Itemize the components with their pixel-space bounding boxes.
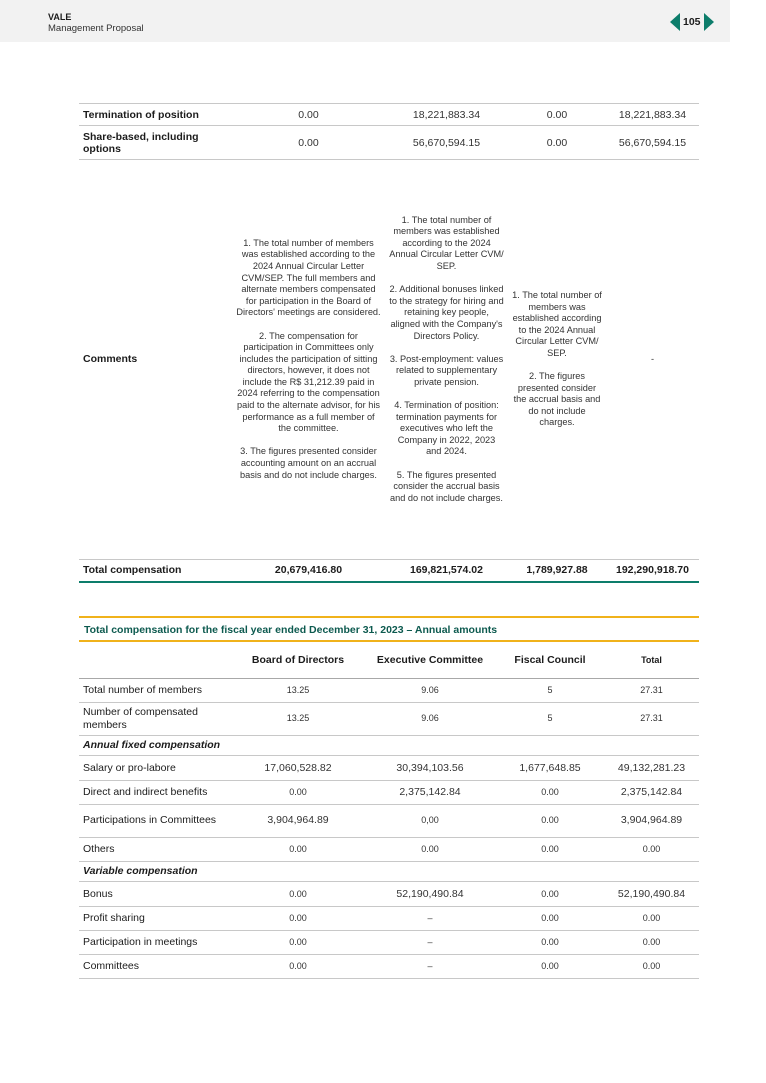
cell-executive: 30,394,103.56 [364, 755, 496, 780]
cell-total: 49,132,281.23 [604, 755, 699, 780]
table-row [79, 104, 699, 126]
table-row [79, 837, 699, 861]
cell-board: 0.00 [232, 837, 364, 861]
row-label: Total number of members [79, 678, 232, 702]
cell-fiscal: 0.00 [496, 954, 604, 978]
header-executive: Executive Committee [364, 643, 496, 678]
cell-fiscal: 0.00 [496, 837, 604, 861]
header-row [79, 643, 699, 678]
header-fiscal: Fiscal Council [496, 643, 604, 678]
cell-board: 0.00 [232, 906, 364, 930]
cell-executive: – [364, 930, 496, 954]
table-row [79, 954, 699, 978]
total-row [79, 560, 699, 582]
table-row [79, 678, 699, 702]
pager [670, 13, 714, 31]
cell-total: 3,904,964.89 [604, 804, 699, 837]
row-label: Participation in meetings [79, 930, 232, 954]
cell-executive: – [364, 954, 496, 978]
table-title: Total compensation for the fiscal year ended December 31, 2023 – Annual amounts [79, 616, 699, 642]
cell-total: 27.31 [604, 678, 699, 702]
cell-board: 0.00 [232, 954, 364, 978]
cell-executive: 2,375,142.84 [364, 780, 496, 804]
compensation-table-2024-continued [79, 103, 699, 583]
compensation-table-2023 [79, 643, 699, 979]
row-label: Participations in Committees [79, 804, 232, 837]
comments-row [79, 160, 699, 560]
row-label: Direct and indirect benefits [79, 780, 232, 804]
cell-executive: 0,00 [364, 804, 496, 837]
row-label: Bonus [79, 881, 232, 906]
header-empty [79, 643, 232, 678]
table-row [79, 755, 699, 780]
cell-total: 0.00 [604, 930, 699, 954]
cell-total: 56,670,594.15 [606, 126, 699, 160]
cell-board: 0.00 [232, 126, 385, 160]
cell-board: 0.00 [232, 104, 385, 126]
cell-board: 13.25 [232, 702, 364, 735]
cell-total: 27.31 [604, 702, 699, 735]
row-label: Number of compensated members [79, 702, 232, 735]
cell-board: 17,060,528.82 [232, 755, 364, 780]
header-board: Board of Directors [232, 643, 364, 678]
comment-board: 1. The total number of members was established according to the 2024 Annual Circular Letter CVM/SEP. The full members and alternate members compensated for participation in the Board of Directors' meetings are considered. 2. The compensation for participation in Committees only includes the participation of sitting directors, however, it does not include the R$ 31,212.39 paid in 2024 referring to the compensation paid to the alternate advisor, for his performance as a full member of the committee. 3. The figures presented consider accounting amount on an accrual basis and do not include charges. [232, 160, 385, 560]
cell-fiscal: 0.00 [496, 780, 604, 804]
row-label: Comments [79, 160, 232, 560]
cell-fiscal: 0.00 [496, 930, 604, 954]
table-row [79, 906, 699, 930]
cell-fiscal: 5 [496, 678, 604, 702]
table-row [79, 702, 699, 735]
cell-executive: 0.00 [364, 837, 496, 861]
row-label: Salary or pro-labore [79, 755, 232, 780]
cell-fiscal: 0.00 [496, 804, 604, 837]
table-row [79, 804, 699, 837]
table-row [79, 780, 699, 804]
table-row [79, 930, 699, 954]
cell-board: 0.00 [232, 930, 364, 954]
cell-executive: 56,670,594.15 [385, 126, 508, 160]
cell-board: 0.00 [232, 780, 364, 804]
section-label: Annual fixed compensation [79, 735, 699, 755]
cell-executive: 9.06 [364, 678, 496, 702]
cell-total: 192,290,918.70 [606, 560, 699, 582]
section-label: Variable compensation [79, 861, 699, 881]
cell-total: 0.00 [604, 837, 699, 861]
comment-executive: 1. The total number of members was established according to the 2024 Annual Circular Letter CVM/ SEP. 2. Additional bonuses linked to the strategy for hiring and retaining key people, aligned with the Company's Directors Policy. 3. Post-employment: values related to supplementary private pension. 4. Termination of position: termination payments for executives who left the Company in 2022, 2023 and 2024. 5. The figures presented consider the accrual basis and do not include charges. [385, 160, 508, 560]
header-total: Total [604, 643, 699, 678]
table-row [79, 126, 699, 160]
cell-total: 52,190,490.84 [604, 881, 699, 906]
comment-fiscal: 1. The total number of members was established according to the 2024 Annual Circular Letter CVM/ SEP. 2. The figures presented consider the accrual basis and do not include charges. [508, 160, 606, 560]
section-row [79, 735, 699, 755]
cell-total: 0.00 [604, 906, 699, 930]
page-header [0, 0, 730, 42]
cell-fiscal: 5 [496, 702, 604, 735]
cell-fiscal: 0.00 [496, 906, 604, 930]
cell-executive: – [364, 906, 496, 930]
brand-name: VALE [48, 12, 72, 22]
cell-total: 18,221,883.34 [606, 104, 699, 126]
cell-total: 2,375,142.84 [604, 780, 699, 804]
cell-fiscal: 0.00 [508, 126, 606, 160]
cell-executive: 18,221,883.34 [385, 104, 508, 126]
cell-executive: 52,190,490.84 [364, 881, 496, 906]
row-label: Others [79, 837, 232, 861]
next-page-icon[interactable] [704, 13, 714, 31]
section-row [79, 861, 699, 881]
comment-total: - [606, 160, 699, 560]
cell-fiscal: 1,677,648.85 [496, 755, 604, 780]
row-label: Committees [79, 954, 232, 978]
cell-fiscal: 0.00 [496, 881, 604, 906]
cell-executive: 169,821,574.02 [385, 560, 508, 582]
cell-fiscal: 0.00 [508, 104, 606, 126]
cell-board: 13.25 [232, 678, 364, 702]
cell-board: 3,904,964.89 [232, 804, 364, 837]
cell-board: 0.00 [232, 881, 364, 906]
row-label: Profit sharing [79, 906, 232, 930]
cell-fiscal: 1,789,927.88 [508, 560, 606, 582]
cell-total: 0.00 [604, 954, 699, 978]
row-label: Share-based, including options [79, 126, 232, 160]
row-label: Total compensation [79, 560, 232, 582]
cell-executive: 9.06 [364, 702, 496, 735]
table-row [79, 881, 699, 906]
page-number: 105 [683, 16, 701, 28]
row-label: Termination of position [79, 104, 232, 126]
previous-page-icon[interactable] [670, 13, 680, 31]
cell-board: 20,679,416.80 [232, 560, 385, 582]
document-subtitle: Management Proposal [48, 23, 144, 34]
